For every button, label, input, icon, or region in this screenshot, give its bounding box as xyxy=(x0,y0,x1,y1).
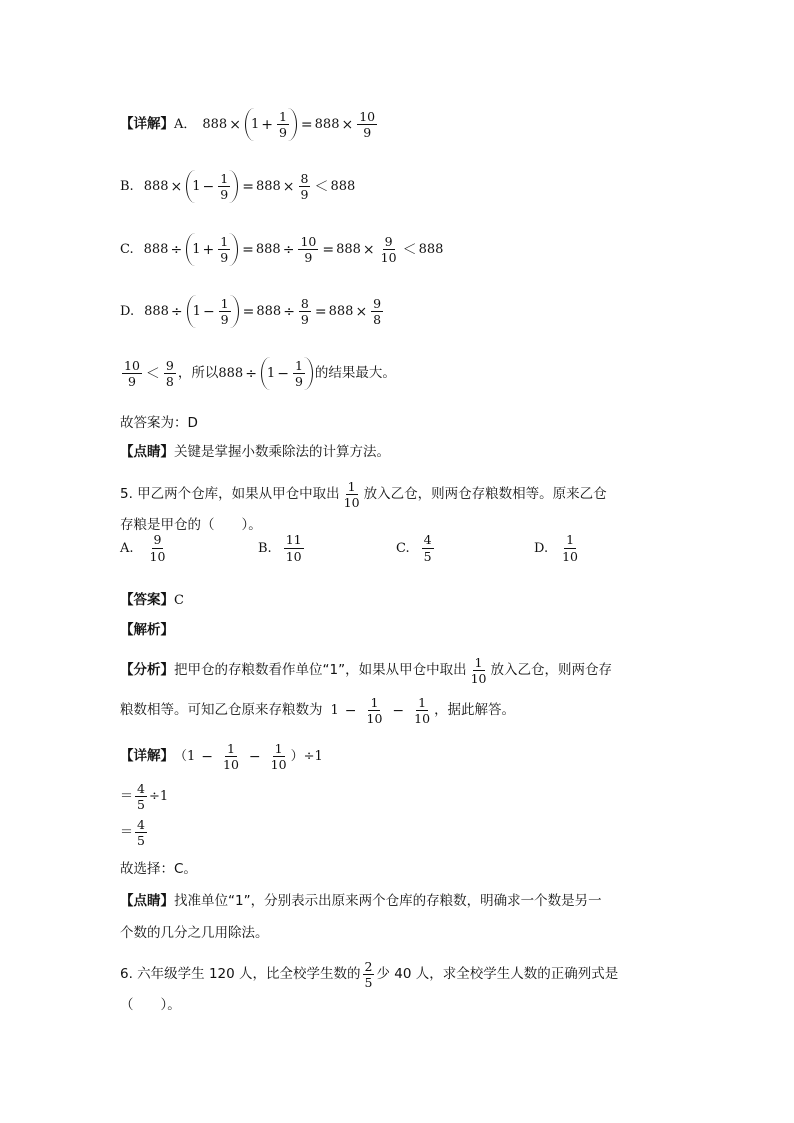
times-sign: × xyxy=(170,178,183,195)
option-label-d: D. xyxy=(120,304,135,320)
detail-tag: 【详解】 xyxy=(120,115,174,132)
equals-sign: = xyxy=(242,241,254,258)
num-888: 888 xyxy=(330,179,356,195)
fraction-9-8: $\frac{9}{8}$ xyxy=(165,358,174,390)
parenthesis-group xyxy=(186,170,238,203)
minus-sign: − xyxy=(202,303,215,320)
q5-option-c[interactable] xyxy=(396,533,436,562)
option-label-b: B. xyxy=(120,179,134,195)
fraction-1-9: $\frac{1}{9}$ xyxy=(294,358,303,390)
divide-sign: ÷ xyxy=(282,241,295,258)
fenxi-tag: 【分析】 xyxy=(120,661,174,678)
num-888: 888 xyxy=(328,304,354,320)
less-than-sign: ＜ xyxy=(145,365,160,382)
detail-line-b xyxy=(120,170,355,203)
q5-comment-line1 xyxy=(120,895,602,909)
step1-fraction: $\frac{4}{5}$ xyxy=(137,781,145,813)
option-label: C. xyxy=(396,540,410,556)
q5-fenxi-line1 xyxy=(120,656,612,685)
conclusion-mid: ，所以 xyxy=(177,364,219,381)
comment-line-prev xyxy=(120,446,390,460)
option-fraction: $\frac{11}{10}$ xyxy=(285,532,302,564)
num-one: 1 xyxy=(266,366,276,382)
fraction-10-9: $\frac{10}{9}$ xyxy=(300,234,317,266)
fraction-9-10: $\frac{9}{10}$ xyxy=(380,234,397,266)
times-sign: × xyxy=(282,178,295,195)
option-label: A. xyxy=(120,540,134,556)
minus-sign: − xyxy=(248,748,261,765)
q5-comment-line2: 个数的几分之几用除法。 xyxy=(120,925,269,941)
q5-choose-line: 故选择：C。 xyxy=(120,861,197,877)
detail-line-d xyxy=(120,295,385,328)
times-sign: × xyxy=(362,241,375,258)
q5-fenxi-line2 xyxy=(120,696,515,725)
num-888: 888 xyxy=(218,366,244,382)
parenthesis-group xyxy=(245,108,297,141)
step2-fraction: $\frac{4}{5}$ xyxy=(137,817,145,849)
equals-sign: = xyxy=(242,303,255,320)
detail-close: ）÷1 xyxy=(290,749,323,765)
q5-answer-line xyxy=(120,594,184,608)
fraction-10-9: $\frac{10}{9}$ xyxy=(359,109,376,141)
q6-stem-fraction: $\frac{2}{5}$ xyxy=(364,959,373,991)
option-fraction: $\frac{9}{10}$ xyxy=(149,532,166,564)
conclusion-end: 的结果最大。 xyxy=(314,364,396,381)
num-888: 888 xyxy=(143,242,169,258)
fraction-8-9: $\frac{8}{9}$ xyxy=(300,296,309,328)
fenxi-line2-part1: 粮数相等。可知乙仓原来存粮数为 xyxy=(120,701,323,718)
fraction-1-9: $\frac{1}{9}$ xyxy=(220,234,229,266)
fraction-10-9: $\frac{10}{9}$ xyxy=(124,358,140,390)
q5-stem-fraction: $\frac{1}{10}$ xyxy=(343,479,360,511)
minus-sign: − xyxy=(344,702,357,719)
q5-option-a[interactable] xyxy=(120,533,169,562)
comment-tag: 【点睛】 xyxy=(120,444,174,460)
option-fraction: $\frac{4}{5}$ xyxy=(423,532,432,564)
equals-sign: = xyxy=(242,178,254,195)
times-sign: × xyxy=(229,116,241,133)
num-888: 888 xyxy=(255,179,281,195)
q5-stem-part1: 5. 甲乙两个仓库，如果从甲仓中取出 xyxy=(120,485,340,502)
num-888: 888 xyxy=(336,242,361,258)
minus-sign: − xyxy=(201,748,214,765)
num-888: 888 xyxy=(255,242,281,258)
divide-sign: ÷ xyxy=(170,303,183,320)
comment-text: 关键是掌握小数乘除法的计算方法。 xyxy=(174,444,390,460)
plus-sign: + xyxy=(261,116,273,133)
option-label-a: A． xyxy=(174,117,197,133)
equals-sign: ＝ xyxy=(120,825,134,841)
q5-step2 xyxy=(120,818,149,847)
minus-sign: − xyxy=(202,178,215,195)
detail-line-a xyxy=(120,108,379,141)
q5-detail-line xyxy=(120,742,323,771)
expr-fraction: $\frac{1}{10}$ xyxy=(366,695,383,727)
comment-line1: 找准单位“1”，分别表示出原来两个仓库的存粮数，明确求一个数是另一 xyxy=(174,893,602,909)
fenxi-fraction: $\frac{1}{10}$ xyxy=(470,655,487,687)
answer-value: C xyxy=(174,593,184,609)
step1-tail: ÷1 xyxy=(148,789,169,805)
option-fraction: $\frac{1}{10}$ xyxy=(562,532,578,564)
q6-stem-line1 xyxy=(120,960,618,989)
equals-sign: ＝ xyxy=(120,789,134,805)
expr-fraction: $\frac{1}{10}$ xyxy=(223,741,239,773)
conclusion-line xyxy=(120,357,396,390)
expr-fraction: $\frac{1}{10}$ xyxy=(414,695,431,727)
q5-option-d[interactable] xyxy=(534,533,582,562)
times-sign: × xyxy=(355,303,368,320)
q6-stem-line2: （ ）。 xyxy=(120,997,181,1013)
q5-stem-part2: 放入乙仓，则两仓存粮数相等。原来乙仓 xyxy=(363,485,607,502)
q5-stem-line2: 存粮是甲仓的（ ）。 xyxy=(120,517,262,533)
num-one: 1 xyxy=(192,179,201,195)
q6-stem-part2: 少 40 人，求全校学生人数的正确列式是 xyxy=(376,965,619,982)
equals-sign: = xyxy=(300,116,313,133)
fraction-9-8: $\frac{9}{8}$ xyxy=(373,296,382,328)
q5-option-b[interactable] xyxy=(258,533,306,562)
option-label-c: C. xyxy=(120,242,134,258)
fraction-8-9: $\frac{8}{9}$ xyxy=(300,171,309,203)
detail-open: （1 xyxy=(174,749,196,765)
fenxi-part2: 放入乙仓，则两仓存 xyxy=(490,661,612,678)
less-than-sign: ＜ xyxy=(314,178,329,195)
fenxi-line2-end: ，据此解答。 xyxy=(434,701,516,718)
detail-tag: 【详解】 xyxy=(120,747,174,764)
detail-line-c xyxy=(120,233,443,266)
parenthesis-group xyxy=(261,357,313,390)
comment-tag: 【点睛】 xyxy=(120,893,174,909)
minus-sign: − xyxy=(392,702,405,719)
answer-line-prev: 故答案为：D xyxy=(120,415,198,431)
num-one: 1 xyxy=(330,703,339,719)
fraction-1-9: $\frac{1}{9}$ xyxy=(220,296,229,328)
num-888: 888 xyxy=(314,117,340,133)
num-888: 888 xyxy=(202,117,228,133)
minus-sign: − xyxy=(277,365,289,382)
times-sign: × xyxy=(341,116,354,133)
parenthesis-group xyxy=(186,233,238,266)
q6-stem-part1: 6. 六年级学生 120 人，比全校学生数的 xyxy=(120,965,361,982)
divide-sign: ÷ xyxy=(245,365,257,382)
plus-sign: + xyxy=(202,241,215,258)
num-one: 1 xyxy=(192,304,201,320)
divide-sign: ÷ xyxy=(170,241,183,258)
q5-analysis-tag: 【解析】 xyxy=(120,622,174,638)
num-888: 888 xyxy=(418,242,444,258)
answer-tag: 【答案】 xyxy=(120,592,174,608)
parenthesis-group xyxy=(187,295,239,328)
option-label: D. xyxy=(534,540,549,556)
option-label: B. xyxy=(258,540,272,556)
num-one: 1 xyxy=(192,242,201,258)
equals-sign: = xyxy=(322,241,335,258)
divide-sign: ÷ xyxy=(283,303,295,320)
fenxi-part1: 把甲仓的存粮数看作单位“1”，如果从甲仓中取出 xyxy=(174,661,467,678)
less-than-sign: ＜ xyxy=(402,241,417,258)
equals-sign: = xyxy=(314,303,327,320)
expr-fraction: $\frac{1}{10}$ xyxy=(270,741,287,773)
num-888: 888 xyxy=(143,179,169,195)
fraction-1-9: $\frac{1}{9}$ xyxy=(278,109,287,141)
q5-step1 xyxy=(120,782,168,811)
num-888: 888 xyxy=(256,304,282,320)
q5-stem-line1 xyxy=(120,480,607,509)
fraction-1-9: $\frac{1}{9}$ xyxy=(220,171,229,203)
num-one: 1 xyxy=(250,117,260,133)
num-888: 888 xyxy=(144,304,169,320)
